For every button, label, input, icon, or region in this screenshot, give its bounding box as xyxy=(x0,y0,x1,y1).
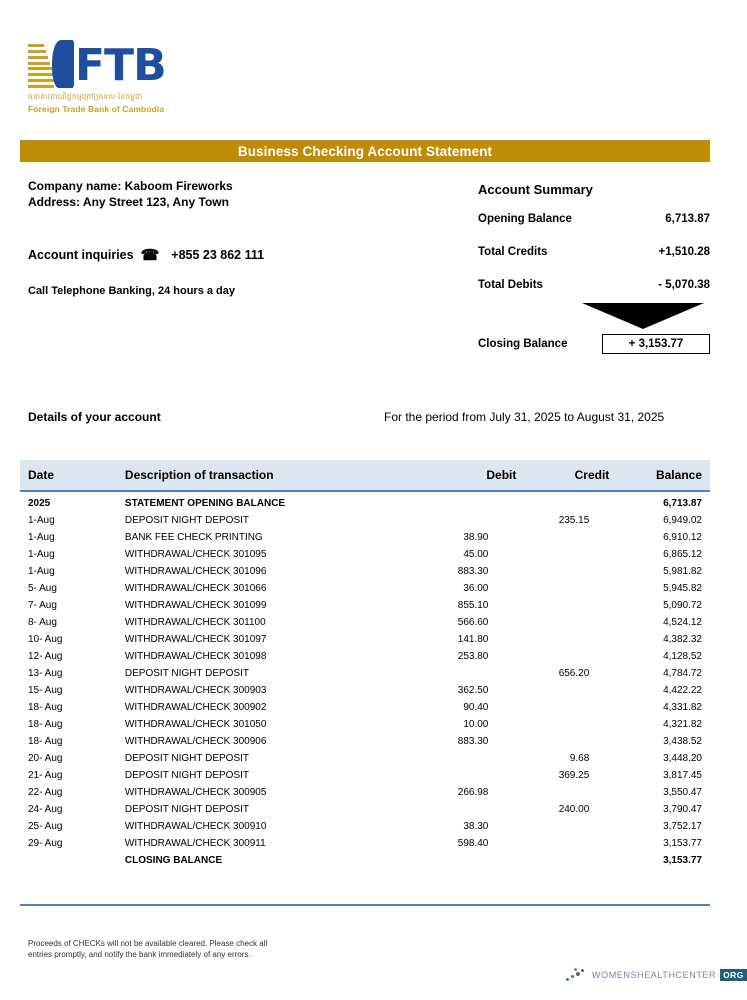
column-header-debit: Debit xyxy=(418,460,516,491)
table-row xyxy=(20,767,710,784)
table-row xyxy=(20,648,710,665)
transaction-credit: 240.00 xyxy=(558,804,590,815)
transaction-debit: 362.50 xyxy=(457,685,489,696)
logo-wordmark: FTB xyxy=(75,40,166,91)
transaction-date: 1-Aug xyxy=(28,532,55,543)
transaction-description: BANK FEE CHECK PRINTING xyxy=(124,532,263,543)
transaction-date: 18- Aug xyxy=(28,702,63,713)
transaction-description: STATEMENT OPENING BALANCE xyxy=(124,498,286,509)
summary-row-opening-balance xyxy=(478,213,710,225)
closing-balance-box xyxy=(602,334,710,354)
transaction-credit xyxy=(516,546,609,563)
transaction-debit: 141.80 xyxy=(457,634,489,645)
table-row xyxy=(20,529,710,546)
summary-row-total-debits xyxy=(478,279,710,291)
table-row xyxy=(20,546,710,563)
transaction-debit xyxy=(418,801,516,818)
logo-mark xyxy=(28,36,248,91)
transaction-balance: 6,910.12 xyxy=(663,532,702,543)
transaction-debit: 266.98 xyxy=(457,787,489,798)
transaction-date: 10- Aug xyxy=(28,634,63,645)
transaction-credit: 235.15 xyxy=(558,515,590,526)
transaction-balance: 4,331.82 xyxy=(663,702,702,713)
transaction-date: 1-Aug xyxy=(28,549,55,560)
transaction-balance: 4,128.52 xyxy=(663,651,702,662)
table-row xyxy=(20,597,710,614)
transaction-credit xyxy=(516,648,609,665)
transaction-balance: 5,090.72 xyxy=(663,600,702,611)
company-address-line: Address: Any Street 123, Any Town xyxy=(28,195,229,209)
table-row xyxy=(20,750,710,767)
transaction-debit xyxy=(418,512,516,529)
transaction-balance: 3,752.17 xyxy=(663,821,702,832)
transaction-date: 24- Aug xyxy=(28,804,63,815)
transaction-date: 1-Aug xyxy=(28,515,55,526)
table-row xyxy=(20,580,710,597)
table-row xyxy=(20,801,710,818)
transaction-description: WITHDRAWAL/CHECK 300910 xyxy=(124,821,267,832)
transaction-balance: 4,422.22 xyxy=(663,685,702,696)
transaction-date: 1-Aug xyxy=(28,566,55,577)
transaction-balance: 5,981.82 xyxy=(663,566,702,577)
summary-row-total-credits xyxy=(478,246,710,258)
table-row xyxy=(20,699,710,716)
table-row xyxy=(20,733,710,750)
transaction-description: DEPOSIT NIGHT DEPOSIT xyxy=(124,804,250,815)
transactions-table-body xyxy=(20,491,710,869)
transaction-balance: 5,945.82 xyxy=(663,583,702,594)
phone-icon: ☎ xyxy=(140,246,160,264)
transaction-description: CLOSING BALANCE xyxy=(124,855,223,866)
transaction-debit xyxy=(418,767,516,784)
transaction-date xyxy=(20,852,125,869)
transaction-balance: 3,790.47 xyxy=(663,804,702,815)
transaction-debit: 883.30 xyxy=(457,736,489,747)
transaction-description: WITHDRAWAL/CHECK 300902 xyxy=(124,702,267,713)
logo-subtitle: Foreign Trade Bank of Cambodia xyxy=(28,104,165,114)
transaction-credit xyxy=(516,597,609,614)
transaction-date: 25- Aug xyxy=(28,821,63,832)
transaction-description: DEPOSIT NIGHT DEPOSIT xyxy=(124,668,250,679)
transaction-debit: 598.40 xyxy=(457,838,489,849)
statement-title: Business Checking Account Statement xyxy=(237,143,493,159)
transaction-description: WITHDRAWAL/CHECK 301095 xyxy=(124,549,267,560)
transaction-date: 21- Aug xyxy=(28,770,63,781)
transaction-date: 15- Aug xyxy=(28,685,63,696)
table-row xyxy=(20,665,710,682)
transaction-date: 7- Aug xyxy=(28,600,57,611)
telephone-banking-note: Call Telephone Banking, 24 hours a day xyxy=(28,285,236,297)
summary-row-closing-balance xyxy=(478,334,710,354)
transaction-debit: 883.30 xyxy=(457,566,489,577)
column-header-credit: Credit xyxy=(516,460,609,491)
summary-value: - 5,070.38 xyxy=(658,279,710,291)
company-name-line: Company name: Kaboom Fireworks xyxy=(28,179,233,193)
table-row xyxy=(20,852,710,869)
transaction-debit: 855.10 xyxy=(457,600,489,611)
transaction-debit: 90.40 xyxy=(463,702,489,713)
table-bottom-rule xyxy=(20,904,710,906)
logo-khmer-text: ធនាគារពាណិជ្ជកម្មក្រៅប្រទេស នៃកម្ពុជា xyxy=(28,92,143,101)
transaction-debit: 253.80 xyxy=(457,651,489,662)
account-inquiries-label: Account inquiries xyxy=(28,248,134,262)
transaction-credit xyxy=(516,818,609,835)
transaction-date: 18- Aug xyxy=(28,736,63,747)
table-row xyxy=(20,835,710,852)
customer-details xyxy=(28,178,233,210)
transaction-balance: 4,524.12 xyxy=(663,617,702,628)
closing-balance-label: Closing Balance xyxy=(478,338,568,350)
transaction-description: WITHDRAWAL/CHECK 301097 xyxy=(124,634,267,645)
summary-value: +1,510.28 xyxy=(658,246,710,258)
transaction-credit: 656.20 xyxy=(558,668,590,679)
transaction-credit: 9.68 xyxy=(569,753,590,764)
transaction-debit: 10.00 xyxy=(463,719,489,730)
transaction-debit xyxy=(418,750,516,767)
transaction-credit xyxy=(516,580,609,597)
transaction-credit xyxy=(516,784,609,801)
transaction-balance: 3,817.45 xyxy=(663,770,702,781)
details-heading: Details of your account xyxy=(28,410,161,424)
statement-title-bar xyxy=(20,140,710,162)
account-summary-title: Account Summary xyxy=(478,182,593,197)
transaction-description: WITHDRAWAL/CHECK 301050 xyxy=(124,719,267,730)
table-row xyxy=(20,563,710,580)
transaction-balance: 4,382.32 xyxy=(663,634,702,645)
table-row xyxy=(20,716,710,733)
table-row xyxy=(20,512,710,529)
summary-label: Opening Balance xyxy=(478,213,572,225)
table-row xyxy=(20,491,710,512)
column-header-balance: Balance xyxy=(609,460,710,491)
transaction-date: 20- Aug xyxy=(28,753,63,764)
transaction-credit xyxy=(516,733,609,750)
transactions-table-header xyxy=(20,460,710,491)
transaction-description: WITHDRAWAL/CHECK 301099 xyxy=(124,600,267,611)
transactions-table xyxy=(20,460,710,869)
transaction-debit xyxy=(418,491,516,512)
transaction-balance: 4,321.82 xyxy=(663,719,702,730)
closing-balance-value: + 3,153.77 xyxy=(628,338,684,350)
transaction-balance: 4,784.72 xyxy=(663,668,702,679)
watermark xyxy=(566,968,747,982)
inquiries-phone-number: +855 23 862 111 xyxy=(171,248,265,262)
account-summary xyxy=(478,182,710,312)
table-row xyxy=(20,614,710,631)
column-header-description: Description of transaction xyxy=(125,460,418,491)
transaction-credit: 369.25 xyxy=(558,770,590,781)
transaction-description: WITHDRAWAL/CHECK 301098 xyxy=(124,651,267,662)
transaction-debit xyxy=(418,852,516,869)
transaction-debit: 36.00 xyxy=(463,583,489,594)
transaction-date: 18- Aug xyxy=(28,719,63,730)
table-row xyxy=(20,631,710,648)
table-row xyxy=(20,682,710,699)
transaction-balance: 6,865.12 xyxy=(663,549,702,560)
transaction-debit xyxy=(418,665,516,682)
transaction-balance: 3,448.20 xyxy=(663,753,702,764)
transaction-description: WITHDRAWAL/CHECK 300906 xyxy=(124,736,267,747)
transaction-debit: 38.30 xyxy=(463,821,489,832)
transaction-description: WITHDRAWAL/CHECK 301096 xyxy=(124,566,267,577)
transaction-balance: 3,550.47 xyxy=(663,787,702,798)
table-header-row xyxy=(20,460,710,491)
transaction-date: 22- Aug xyxy=(28,787,63,798)
transaction-balance: 6,713.87 xyxy=(663,498,702,509)
transaction-description: DEPOSIT NIGHT DEPOSIT xyxy=(124,515,250,526)
transaction-balance: 6,949.02 xyxy=(663,515,702,526)
transaction-description: WITHDRAWAL/CHECK 300905 xyxy=(124,787,267,798)
transaction-debit: 566.60 xyxy=(457,617,489,628)
watermark-label: WOMENSHEALTHCENTER xyxy=(592,970,717,980)
column-header-date: Date xyxy=(20,460,125,491)
transaction-description: WITHDRAWAL/CHECK 301066 xyxy=(124,583,267,594)
down-arrow-icon xyxy=(582,303,704,329)
footer-disclaimer: Proceeds of CHECKs will not be available cleared. Please check all entries promptly, and notify the bank immediately of any errors. xyxy=(28,939,268,959)
transaction-credit xyxy=(516,529,609,546)
statement-period: For the period from July 31, 2025 to August 31, 2025 xyxy=(384,410,665,424)
transaction-description: DEPOSIT NIGHT DEPOSIT xyxy=(124,753,250,764)
table-row xyxy=(20,784,710,801)
summary-label: Total Debits xyxy=(478,279,543,291)
transaction-description: WITHDRAWAL/CHECK 301100 xyxy=(124,617,266,628)
transaction-date: 5- Aug xyxy=(28,583,57,594)
transaction-debit: 45.00 xyxy=(463,549,489,560)
transaction-credit xyxy=(516,699,609,716)
transaction-credit xyxy=(516,631,609,648)
transaction-date: 12- Aug xyxy=(28,651,63,662)
transaction-debit: 38.90 xyxy=(463,532,489,543)
logo-bars-icon xyxy=(28,42,54,88)
bank-logo xyxy=(28,36,248,114)
summary-value: 6,713.87 xyxy=(665,213,710,225)
transaction-balance: 3,153.77 xyxy=(663,838,702,849)
watermark-dots-icon xyxy=(566,968,588,982)
watermark-badge: ORG xyxy=(720,969,747,981)
transaction-credit xyxy=(516,852,609,869)
account-inquiries xyxy=(28,248,264,262)
transaction-credit xyxy=(516,614,609,631)
transaction-date: 29- Aug xyxy=(28,838,63,849)
transaction-balance: 3,438.52 xyxy=(663,736,702,747)
transaction-description: WITHDRAWAL/CHECK 300903 xyxy=(124,685,267,696)
table-row xyxy=(20,818,710,835)
transaction-date: 2025 xyxy=(28,498,51,509)
transaction-date: 8- Aug xyxy=(28,617,57,628)
transaction-credit xyxy=(516,835,609,852)
transaction-description: WITHDRAWAL/CHECK 300911 xyxy=(124,838,266,849)
logo-face-icon xyxy=(52,40,74,88)
transaction-credit xyxy=(516,682,609,699)
transaction-credit xyxy=(516,491,609,512)
transaction-credit xyxy=(516,716,609,733)
transaction-date: 13- Aug xyxy=(28,668,63,679)
transaction-balance: 3,153.77 xyxy=(663,855,702,866)
transaction-description: DEPOSIT NIGHT DEPOSIT xyxy=(124,770,250,781)
summary-label: Total Credits xyxy=(478,246,548,258)
transaction-credit xyxy=(516,563,609,580)
